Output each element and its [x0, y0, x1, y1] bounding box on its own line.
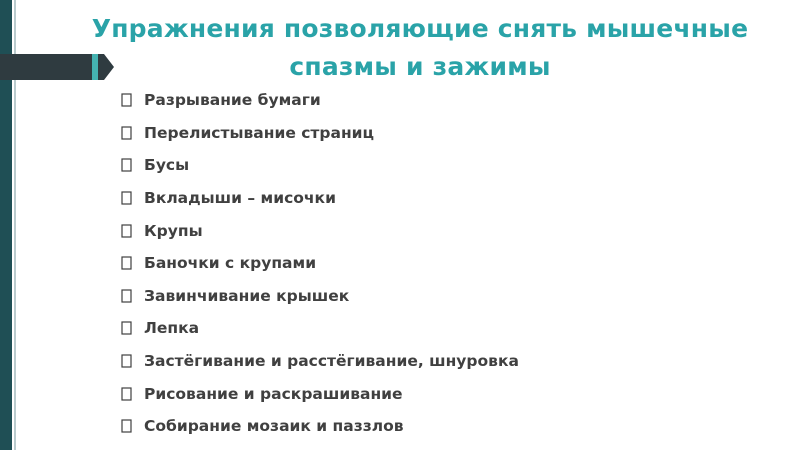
box-bullet-icon	[116, 256, 136, 271]
list-item-label: Баночки с крупами	[144, 254, 317, 273]
bullet-list	[116, 84, 519, 443]
box-bullet-icon	[116, 288, 136, 303]
box-bullet-icon	[116, 191, 136, 206]
list-item	[116, 312, 519, 345]
box-bullet-icon	[116, 158, 136, 173]
list-item	[116, 84, 519, 117]
box-bullet-icon	[116, 354, 136, 369]
list-item-label: Бусы	[144, 156, 190, 175]
list-item	[116, 214, 519, 247]
slide-title-line-1: Упражнения позволяющие снять мышечные	[91, 14, 749, 43]
slide-title-line-2: спазмы и зажимы	[289, 52, 551, 81]
list-item-label: Перелистывание страниц	[144, 123, 375, 142]
list-item-label: Рисование и раскрашивание	[144, 384, 403, 403]
box-bullet-icon	[116, 321, 136, 336]
box-bullet-icon	[116, 125, 136, 140]
box-bullet-icon	[116, 223, 136, 238]
list-item-label: Собирание мозаик и паззлов	[144, 417, 404, 436]
box-bullet-icon	[116, 93, 136, 108]
list-item-label: Разрывание бумаги	[144, 91, 321, 110]
list-item-label: Застёгивание и расстёгивание, шнуровка	[144, 352, 519, 371]
list-item	[116, 377, 519, 410]
box-bullet-icon	[116, 419, 136, 434]
list-item	[116, 149, 519, 182]
list-item	[116, 345, 519, 378]
list-item	[116, 410, 519, 443]
list-item-label: Вкладыши – мисочки	[144, 189, 336, 208]
slide-title	[60, 10, 780, 86]
list-item	[116, 117, 519, 150]
list-item	[116, 280, 519, 313]
list-item-label: Завинчивание крышек	[144, 286, 350, 305]
list-item	[116, 182, 519, 215]
list-item-label: Лепка	[144, 319, 200, 338]
box-bullet-icon	[116, 386, 136, 401]
list-item	[116, 247, 519, 280]
list-item-label: Крупы	[144, 221, 203, 240]
